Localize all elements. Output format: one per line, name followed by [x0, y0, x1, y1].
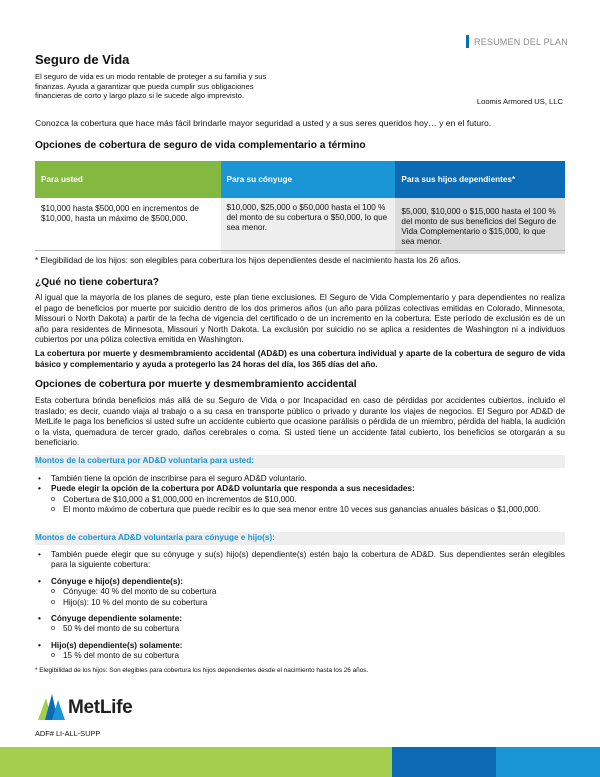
footer-band-light-blue [496, 747, 600, 777]
form-id: ADF# LI-ALL-SUPP [35, 729, 101, 738]
company-name: Loomis Armored US, LLC [476, 97, 563, 106]
add-family-list [35, 550, 565, 662]
table-cell-you: $10,000 hasta $500,000 en incrementos de $10,000, hasta un máximo de $500,000. [35, 198, 221, 254]
add-highlight-text: La cobertura por muerte y desmembramiento accidental (AD&D) es una cobertura individual y aparte de la cobertura de seguro de vida básico y complementario y ayuda a protegerlo las 24 horas del día, los 365 días del año. [35, 349, 565, 369]
page-title: Seguro de Vida [35, 52, 130, 67]
header-accent-bar [466, 35, 469, 48]
section-label: RESUMEN DEL PLAN [474, 37, 568, 47]
logo-wordmark: MetLife [68, 697, 133, 718]
sub-list-item: o El monto máximo de cobertura que puede recibir es lo que sea menor entre 10 veces sus ganancias anuales básicas o $1,000,000. [35, 505, 565, 515]
sub-list-item: o Cobertura de $10,000 a $1,000,000 en incrementos de $10,000. [35, 495, 565, 505]
add-family-bar [35, 532, 565, 545]
sub-list-item: o Cónyuge: 40 % del monto de su cobertura [35, 587, 565, 597]
family-group-label: • Hijo(s) dependiente(s) solamente: [35, 641, 565, 651]
footnote: * Elegibilidad de los hijos: Son elegibles para cobertura los hijos dependientes desde el nacimiento hasta los 26 años. [35, 667, 369, 674]
not-covered-title: ¿Qué no tiene cobertura? [35, 277, 159, 288]
add-family-heading: Montos de cobertura AD&D voluntaria para cónyuge e hijo(s): [35, 533, 275, 542]
not-covered-text: Al igual que la mayoría de los planes de seguro, este plan tiene exclusiones. El Seguro de Vida Complementario y para dependientes no realiza el pago de beneficios por muerte por suicidio dentro de los dos primeros años (un año para pólizas colectivas emitidas en Colorado, Minnesota, Missouri o North Dakota) a partir de la fecha de vigencia del certificado o de un incremento en la cobertura. Este período de exclusión es de un año para residentes de Minnesota, Missouri y North Dakota. La exclusión por suicidio no se aplica a residentes de Washington ni a individuos cubiertos por una póliza colectiva emitida en Washington. [35, 293, 565, 345]
table-cell-spouse: $10,000, $25,000 o $50,000 hasta el 100 % del monto de su cobertura o $50,000, lo que sea menor. [221, 198, 396, 254]
table-divider [35, 250, 565, 251]
sub-list-item: o 50 % del monto de su cobertura [35, 624, 565, 634]
family-group-label: • Cónyuge e hijo(s) dependiente(s): [35, 577, 565, 587]
intro-text: El seguro de vida es un modo rentable de proteger a su familia y sus finanzas. Ayuda a garantizar que pueda cumplir sus obligaciones financieras de corto y largo plazo si le sucede algo imprevisto. [35, 72, 267, 101]
options-section-title: Opciones de cobertura de seguro de vida complementario a término [35, 140, 366, 151]
table-cell-children: $5,000, $10,000 o $15,000 hasta el 100 % del monto de sus beneficios del Seguro de Vida Complementario o $15,000, lo que sea menor. [395, 198, 565, 254]
metlife-logo [38, 694, 138, 722]
table-note: * Elegibilidad de los hijos: son elegibles para cobertura los hijos dependientes desde el nacimiento hasta los 26 años. [35, 256, 461, 265]
table-header-spouse: Para su cónyuge [221, 161, 396, 198]
family-group-label: • Cónyuge dependiente solamente: [35, 614, 565, 624]
metlife-logo-icon [38, 694, 66, 720]
options-table [35, 161, 565, 254]
sub-list-item: o Hijo(s): 10 % del monto de su cobertura [35, 598, 565, 608]
footer-band-green [0, 747, 392, 777]
add-you-bar [35, 455, 565, 468]
table-header-children: Para sus hijos dependientes* [395, 161, 565, 198]
table-header-you: Para usted [35, 161, 221, 198]
footer-band-blue [392, 747, 496, 777]
sub-list-item: o 15 % del monto de su cobertura [35, 651, 565, 661]
add-description: Esta cobertura brinda beneficios más allá de su Seguro de Vida o por Incapacidad en caso de pérdidas por accidentes cubiertos, incluido el traslado; es decir, cuando viaja al trabajo o a su casa en transporte público o privado y durante los viajes de negocios. El Seguro por AD&D de MetLife le paga los beneficios si usted sufre un accidente cubierto que ocasione parálisis o pérdida de un miembro, pérdida del habla, la audición o la vista, quemadura de tercer grado, daños cerebrales o coma. Si usted tiene un accidente fatal cubierto, los beneficios se otorgarán a su beneficiario. [35, 396, 565, 448]
add-you-heading: Montos de la cobertura por AD&D voluntaria para usted: [35, 456, 254, 465]
list-item: • También puede elegir que su cónyuge y su(s) hijo(s) dependiente(s) estén bajo la cobertura de AD&D. Sus dependientes serán elegibles para la siguiente cobertura: [35, 550, 565, 571]
list-item: • Puede elegir la opción de la cobertura por AD&D voluntaria que responda a sus necesidades: [35, 484, 565, 494]
add-section-title: Opciones de cobertura por muerte y desmembramiento accidental [35, 379, 357, 390]
list-item: • También tiene la opción de inscribirse para el seguro AD&D voluntario. [35, 474, 565, 484]
add-you-list [35, 474, 565, 516]
lead-text: Conozca la cobertura que hace más fácil brindarle mayor seguridad a usted y a sus seres queridos hoy… y en el futuro. [35, 118, 492, 128]
